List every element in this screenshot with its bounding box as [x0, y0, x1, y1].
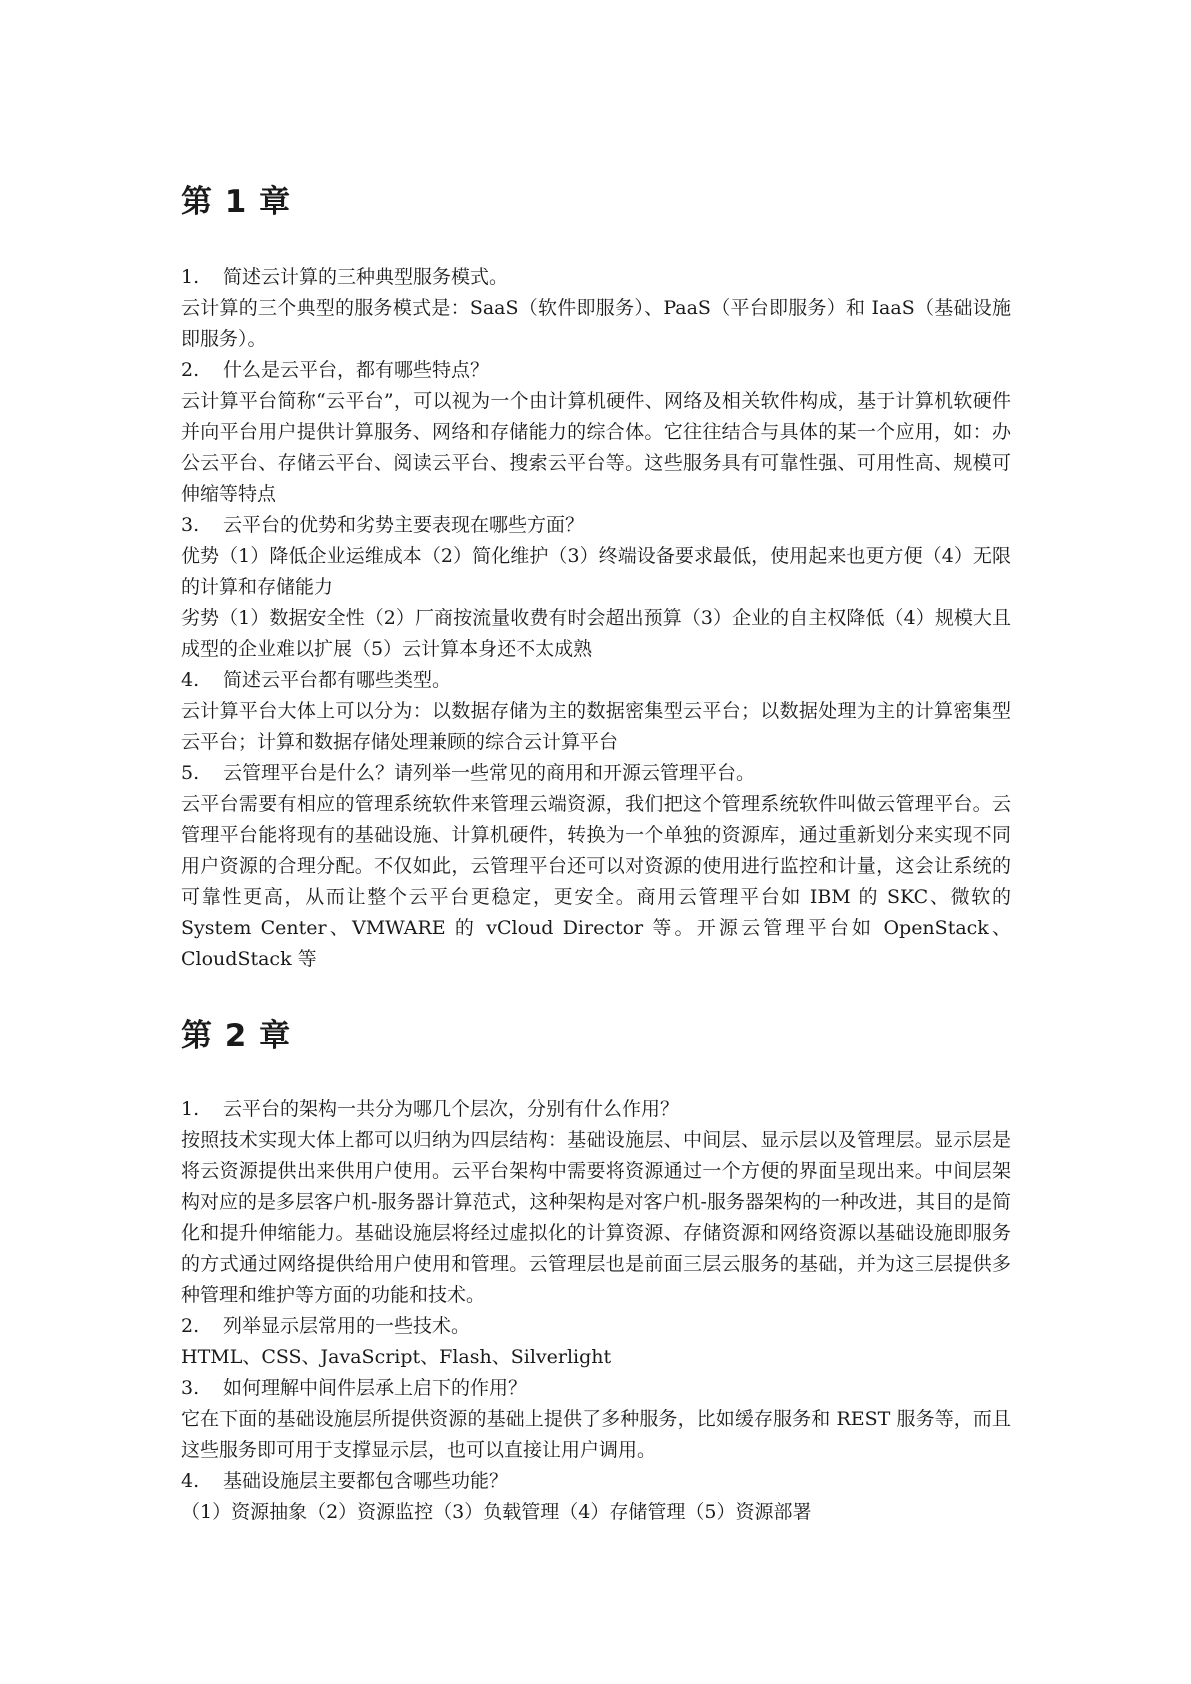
question-item — [181, 1311, 1011, 1342]
chapter-2-body — [181, 1094, 1011, 1528]
question-item — [181, 510, 1011, 541]
question-item — [181, 1373, 1011, 1404]
question-number: 2. — [181, 359, 200, 381]
question-number: 4. — [181, 1470, 200, 1492]
question-text: 什么是云平台，都有哪些特点？ — [223, 359, 490, 381]
answer-text: 劣势（1）数据安全性（2）厂商按流量收费有时会超出预算（3）企业的自主权降低（4）规模大且成型的企业难以扩展（5）云计算本身还不太成熟 — [181, 607, 1011, 660]
question-item — [181, 262, 1011, 293]
answer-text: 按照技术实现大体上都可以归纳为四层结构：基础设施层、中间层、显示层以及管理层。显示层是将云资源提供出来供用户使用。云平台架构中需要将资源通过一个方便的界面呈现出来。中间层架构对应的是多层客户机-服务器计算范式，这种架构是对客户机-服务器架构的一种改进，其目的是简化和提升伸缩能力。基础设施层将经过虚拟化的计算资源、存储资源和网络资源以基础设施即服务的方式通过网络提供给用户使用和管理。云管理层也是前面三层云服务的基础，并为这三层提供多种管理和维护等方面的功能和技术。 — [181, 1129, 1011, 1306]
question-number: 1. — [181, 1098, 200, 1120]
question-text: 简述云计算的三种典型服务模式。 — [223, 266, 509, 288]
answer-text: （1）资源抽象（2）资源监控（3）负载管理（4）存储管理（5）资源部署 — [181, 1501, 812, 1523]
answer-text: HTML、CSS、JavaScript、Flash、Silverlight — [181, 1346, 612, 1368]
question-number: 1. — [181, 266, 200, 288]
chapter-1-body — [181, 262, 1011, 975]
question-item — [181, 1466, 1011, 1497]
question-number: 3. — [181, 1377, 200, 1399]
question-item — [181, 1094, 1011, 1125]
question-number: 3. — [181, 514, 200, 536]
question-text: 云平台的优势和劣势主要表现在哪些方面？ — [223, 514, 585, 536]
answer-text: 云计算的三个典型的服务模式是：SaaS（软件即服务）、PaaS（平台即服务）和 IaaS（基础设施即服务）。 — [181, 297, 1011, 350]
question-text: 简述云平台都有哪些类型。 — [223, 669, 452, 691]
question-item — [181, 665, 1011, 696]
answer-text: 云计算平台大体上可以分为：以数据存储为主的数据密集型云平台；以数据处理为主的计算密集型云平台；计算和数据存储处理兼顾的综合云计算平台 — [181, 700, 1011, 753]
question-text: 云管理平台是什么？请列举一些常见的商用和开源云管理平台。 — [223, 762, 756, 784]
answer-text: 云计算平台简称“云平台”，可以视为一个由计算机硬件、网络及相关软件构成，基于计算机软硬件并向平台用户提供计算服务、网络和存储能力的综合体。它往往结合与具体的某一个应用，如：办公云平台、存储云平台、阅读云平台、搜索云平台等。这些服务具有可靠性强、可用性高、规模可伸缩等特点 — [181, 390, 1011, 505]
question-item — [181, 758, 1011, 789]
question-text: 基础设施层主要都包含哪些功能？ — [223, 1470, 509, 1492]
chapter-1-title: 第 1 章 — [181, 184, 292, 220]
question-text: 云平台的架构一共分为哪几个层次，分别有什么作用？ — [223, 1098, 680, 1120]
question-text: 如何理解中间件层承上启下的作用？ — [223, 1377, 528, 1399]
question-number: 5. — [181, 762, 200, 784]
question-number: 4. — [181, 669, 200, 691]
question-item — [181, 355, 1011, 386]
answer-text: 优势（1）降低企业运维成本（2）简化维护（3）终端设备要求最低，使用起来也更方便（4）无限的计算和存储能力 — [181, 545, 1011, 598]
question-text: 列举显示层常用的一些技术。 — [223, 1315, 471, 1337]
question-number: 2. — [181, 1315, 200, 1337]
answer-text: 它在下面的基础设施层所提供资源的基础上提供了多种服务，比如缓存服务和 REST 服务等，而且这些服务即可用于支撑显示层，也可以直接让用户调用。 — [181, 1408, 1011, 1461]
answer-text: 云平台需要有相应的管理系统软件来管理云端资源，我们把这个管理系统软件叫做云管理平台。云管理平台能将现有的基础设施、计算机硬件，转换为一个单独的资源库，通过重新划分来实现不同用户资源的合理分配。不仅如此，云管理平台还可以对资源的使用进行监控和计量，这会让系统的可靠性更高，从而让整个云平台更稳定，更安全。商用云管理平台如 IBM 的 SKC、微软的 System Center、VMWARE 的 vCloud Director 等。开源云管理平台如 OpenStack、CloudStack 等 — [181, 793, 1011, 970]
chapter-2-title: 第 2 章 — [181, 1018, 292, 1054]
